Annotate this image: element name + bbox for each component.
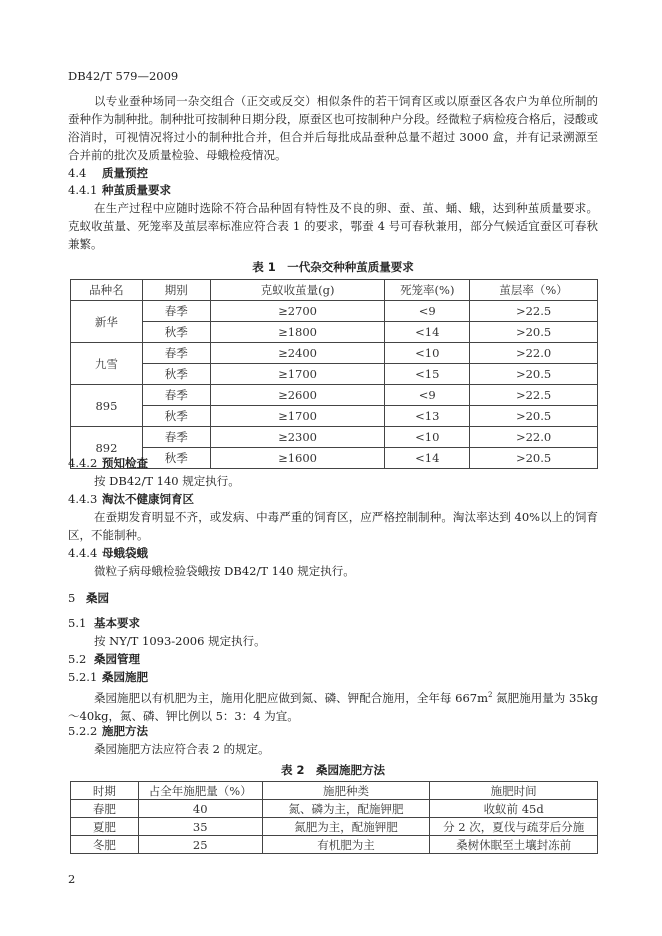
- table-cell: 有机肥为主: [262, 836, 430, 854]
- table-cell: 冬肥: [71, 836, 139, 854]
- table-cell: ≥2300: [210, 427, 385, 448]
- paragraph: 以专业蚕种场同一杂交组合（正交或反交）相似条件的若干饲育区或以原蚕区各农户为单位所制的蚕种作为制种批。制种批可按制种日期分段，原蚕区也可按制种户分段。经微粒子病检疫合格后，浸酸或浴消时，可视情况将过小的制种批合并，但合并后每批成品蚕种总量不超过 3000 盒，并有记录溯源至合并前的批次及质量检验、母蛾检疫情况。: [68, 94, 598, 162]
- table-cell: ≥2600: [210, 385, 385, 406]
- table-cell: 春肥: [71, 800, 139, 818]
- table-cell: <14: [385, 448, 470, 469]
- text: 桑园施肥以有机肥为主，施用化肥应做到氮、磷、钾配合施用，全年每 667m: [94, 690, 488, 705]
- section-number: 4.4.3: [68, 492, 98, 506]
- section-4-4-3: [68, 490, 598, 508]
- section-5-2: [68, 650, 598, 668]
- table-cell: >20.5: [470, 448, 598, 469]
- section-title: 桑园: [86, 591, 109, 605]
- table-cell: 秋季: [142, 322, 210, 343]
- table-cell: 期别: [142, 280, 210, 301]
- table2-caption: 表 2 桑园施肥方法: [280, 763, 385, 777]
- paragraph: 在蚕期发育明显不齐，或发病、中毒严重的饲育区，应严格控制制种。淘汰率达到 40%以上的饲育区，不能制种。: [68, 510, 598, 542]
- table-cell: 桑树休眠至土壤封冻前: [430, 836, 598, 854]
- table-row: [71, 818, 598, 836]
- section-title: 桑园施肥: [102, 670, 148, 684]
- paragraph: 在生产过程中应随时选除不符合品种固有特性及不良的卵、蚕、茧、蛹、蛾，达到种茧质量要求。克蚁收茧量、死笼率及茧层率标准应符合表 1 的要求，鄂蚕 4 号可春秋兼用，部分气候适宜蚕区可春秋兼繁。: [68, 201, 598, 251]
- table-cell: >20.5: [470, 364, 598, 385]
- table-row: [71, 836, 598, 854]
- table-cell: 40: [138, 800, 262, 818]
- superscript: 2: [488, 691, 493, 699]
- text: 氮肥施用量为 35kg～40kg，氮、磷、钾比例以 5：3：4 为宜。: [68, 690, 598, 723]
- section-number: 4.4: [68, 166, 87, 180]
- page-number: 2: [68, 872, 76, 886]
- section-title: 质量预控: [102, 166, 148, 180]
- table-row: [71, 322, 598, 343]
- table-cell: 死笼率(%): [385, 280, 470, 301]
- table-row: [71, 301, 598, 322]
- table-cell: <10: [385, 427, 470, 448]
- table-cell: 秋季: [142, 448, 210, 469]
- table-cell: 施肥时间: [430, 782, 598, 800]
- table-cell: 九雪: [71, 343, 143, 385]
- section-number: 5: [68, 591, 76, 605]
- section-title: 桑园管理: [94, 652, 140, 666]
- table-cell: 分 2 次，夏伐与疏芽后分施: [430, 818, 598, 836]
- table-cell: 夏肥: [71, 818, 139, 836]
- table-row: [71, 364, 598, 385]
- section-title: 种茧质量要求: [102, 183, 171, 197]
- table-cell: ≥2700: [210, 301, 385, 322]
- table-cell: 春季: [142, 385, 210, 406]
- section-5-2-2: [68, 722, 598, 740]
- table-cell: ≥1600: [210, 448, 385, 469]
- section-number: 5.2: [68, 652, 87, 666]
- table-cell: >20.5: [470, 322, 598, 343]
- table-cell: 品种名: [71, 280, 143, 301]
- paragraph: 微粒子病母蛾检验袋蛾按 DB42/T 140 规定执行。: [94, 564, 355, 578]
- table-cell: <15: [385, 364, 470, 385]
- table-cell: ≥2400: [210, 343, 385, 364]
- table-cell: <9: [385, 385, 470, 406]
- section-title: 淘汰不健康饲育区: [102, 492, 194, 506]
- table-cell: 秋季: [142, 406, 210, 427]
- section-4-4: [68, 164, 598, 182]
- section-title: 施肥方法: [102, 724, 148, 738]
- section-4-4-4: [68, 544, 598, 562]
- section-number: 5.2.1: [68, 670, 98, 684]
- table-cell: 892: [71, 427, 143, 469]
- table-row: [71, 782, 598, 800]
- table-row: [71, 343, 598, 364]
- table-cell: >22.5: [470, 301, 598, 322]
- section-number: 4.4.4: [68, 546, 98, 560]
- table-cell: >22.0: [470, 427, 598, 448]
- section-title: 母蛾袋蛾: [102, 546, 148, 560]
- paragraph: 桑园施肥方法应符合表 2 的规定。: [94, 742, 270, 756]
- table-cell: 氮肥为主，配施钾肥: [262, 818, 430, 836]
- table2: [70, 781, 598, 854]
- table-cell: 新华: [71, 301, 143, 343]
- table-cell: 占全年施肥量（%）: [138, 782, 262, 800]
- table-cell: <14: [385, 322, 470, 343]
- table-cell: <10: [385, 343, 470, 364]
- table-cell: 35: [138, 818, 262, 836]
- table-cell: 春季: [142, 343, 210, 364]
- paragraph: 按 DB42/T 140 规定执行。: [94, 474, 240, 488]
- document-header: DB42/T 579—2009: [68, 69, 179, 83]
- table-cell: 茧层率（%）: [470, 280, 598, 301]
- table-cell: ≥1700: [210, 364, 385, 385]
- table-cell: ≥1700: [210, 406, 385, 427]
- table-cell: 氮、磷为主，配施钾肥: [262, 800, 430, 818]
- table-cell: 施肥种类: [262, 782, 430, 800]
- table-row: [71, 427, 598, 448]
- section-number: 4.4.1: [68, 183, 98, 197]
- table-row: [71, 280, 598, 301]
- table-cell: 25: [138, 836, 262, 854]
- section-5-2-1: [68, 668, 598, 686]
- table-cell: >22.0: [470, 343, 598, 364]
- table-row: [71, 385, 598, 406]
- section-4-4-2: [68, 454, 598, 472]
- table-cell: 春季: [142, 427, 210, 448]
- table-cell: >22.5: [470, 385, 598, 406]
- section-number: 5.1: [68, 616, 87, 630]
- section-number: 5.2.2: [68, 724, 98, 738]
- table-cell: 收蚁前 45d: [430, 800, 598, 818]
- table-row: [71, 800, 598, 818]
- table-cell: <13: [385, 406, 470, 427]
- section-4-4-1: [68, 181, 598, 199]
- table-cell: >20.5: [470, 406, 598, 427]
- section-title: 基本要求: [94, 616, 140, 630]
- table-cell: 克蚁收茧量(g): [210, 280, 385, 301]
- table-cell: 春季: [142, 301, 210, 322]
- section-title: 预知检查: [102, 456, 148, 470]
- table-cell: 895: [71, 385, 143, 427]
- table-cell: 时期: [71, 782, 139, 800]
- paragraph: 按 NY/T 1093-2006 规定执行。: [94, 634, 266, 648]
- section-5: [68, 589, 598, 607]
- table1: [70, 279, 598, 469]
- section-number: 4.4.2: [68, 456, 98, 470]
- table-cell: <9: [385, 301, 470, 322]
- section-5-1: [68, 614, 598, 632]
- paragraph: [68, 686, 598, 725]
- table-row: [71, 406, 598, 427]
- table-cell: 秋季: [142, 364, 210, 385]
- table-cell: ≥1800: [210, 322, 385, 343]
- table1-caption: 表 1 一代杂交种种茧质量要求: [252, 260, 414, 274]
